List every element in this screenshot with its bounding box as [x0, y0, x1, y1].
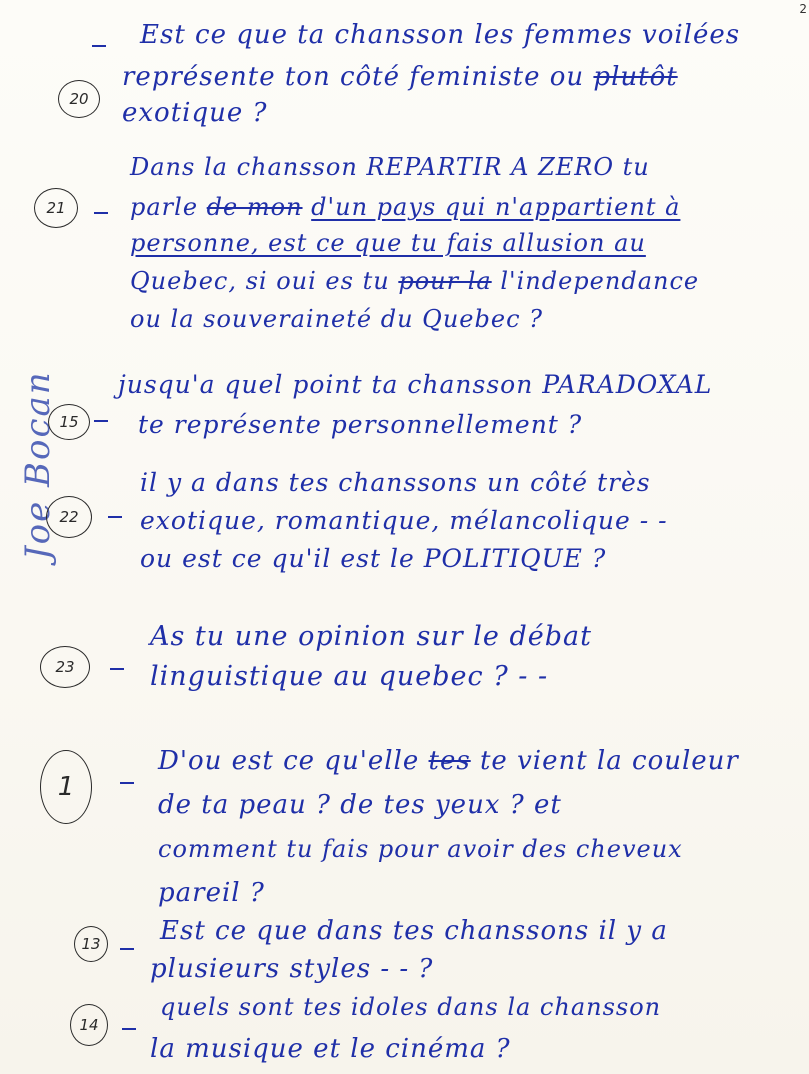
- question-line: personne, est ce que tu fais allusion au: [130, 229, 646, 257]
- question-line: te représente personnellement ?: [138, 410, 583, 439]
- question-line: Dans la chansson REPARTIR A ZERO tu: [130, 153, 650, 181]
- question-line: ou la souveraineté du Quebec ?: [130, 305, 544, 333]
- dash-mark: [92, 45, 106, 47]
- dash-mark: [110, 668, 124, 670]
- struck-word: tes: [428, 746, 471, 776]
- question-line: jusqu'a quel point ta chansson PARADOXAL: [118, 370, 713, 399]
- question-line: représente ton côté feministe ou plutôt: [122, 62, 678, 92]
- question-number-circle: 22: [46, 496, 92, 538]
- question-line: la musique et le cinéma ?: [150, 1034, 511, 1064]
- struck-word: pour la: [398, 267, 492, 295]
- question-line: quels sont tes idoles dans la chansson: [160, 993, 662, 1021]
- question-number-circle: 1: [40, 750, 92, 824]
- question-line: Quebec, si oui es tu pour la l'independance: [130, 267, 700, 295]
- question-number-circle: 20: [58, 80, 100, 118]
- dash-mark: [120, 782, 134, 784]
- dash-mark: [122, 1028, 136, 1030]
- question-line: plusieurs styles - - ?: [150, 954, 434, 984]
- dash-mark: [108, 516, 122, 518]
- question-line: il y a dans tes chanssons un côté très: [140, 468, 651, 497]
- struck-word: de mon: [206, 193, 303, 221]
- margin-signature: Joe Bocan: [18, 370, 58, 560]
- question-number-circle: 14: [70, 1004, 108, 1046]
- question-line: Est ce que ta chansson les femmes voilées: [140, 20, 741, 50]
- question-line: exotique ?: [122, 98, 268, 128]
- question-line: pareil ?: [158, 878, 265, 908]
- question-line: As tu une opinion sur le débat: [150, 621, 592, 652]
- page-number: 2: [799, 2, 807, 16]
- dash-mark: [94, 420, 108, 422]
- question-line: ou est ce qu'il est le POLITIQUE ?: [140, 544, 607, 573]
- dash-mark: [94, 212, 108, 214]
- question-line: parle de mon d'un pays qui n'appartient à: [130, 193, 681, 221]
- underlined-phrase: d'un pays qui n'appartient à: [311, 193, 681, 221]
- struck-word: plutôt: [593, 62, 678, 92]
- question-number-circle: 15: [48, 404, 90, 440]
- question-line: linguistique au quebec ? - -: [150, 661, 549, 692]
- question-line: comment tu fais pour avoir des cheveux: [158, 835, 683, 863]
- question-line: Est ce que dans tes chanssons il y a: [160, 916, 668, 946]
- question-line: exotique, romantique, mélancolique - -: [140, 506, 668, 535]
- dash-mark: [120, 948, 134, 950]
- question-number-circle: 13: [74, 926, 108, 962]
- question-line: de ta peau ? de tes yeux ? et: [158, 790, 562, 820]
- question-number-circle: 21: [34, 188, 78, 228]
- question-line: D'ou est ce qu'elle tes te vient la couleur: [158, 746, 739, 776]
- question-number-circle: 23: [40, 646, 90, 688]
